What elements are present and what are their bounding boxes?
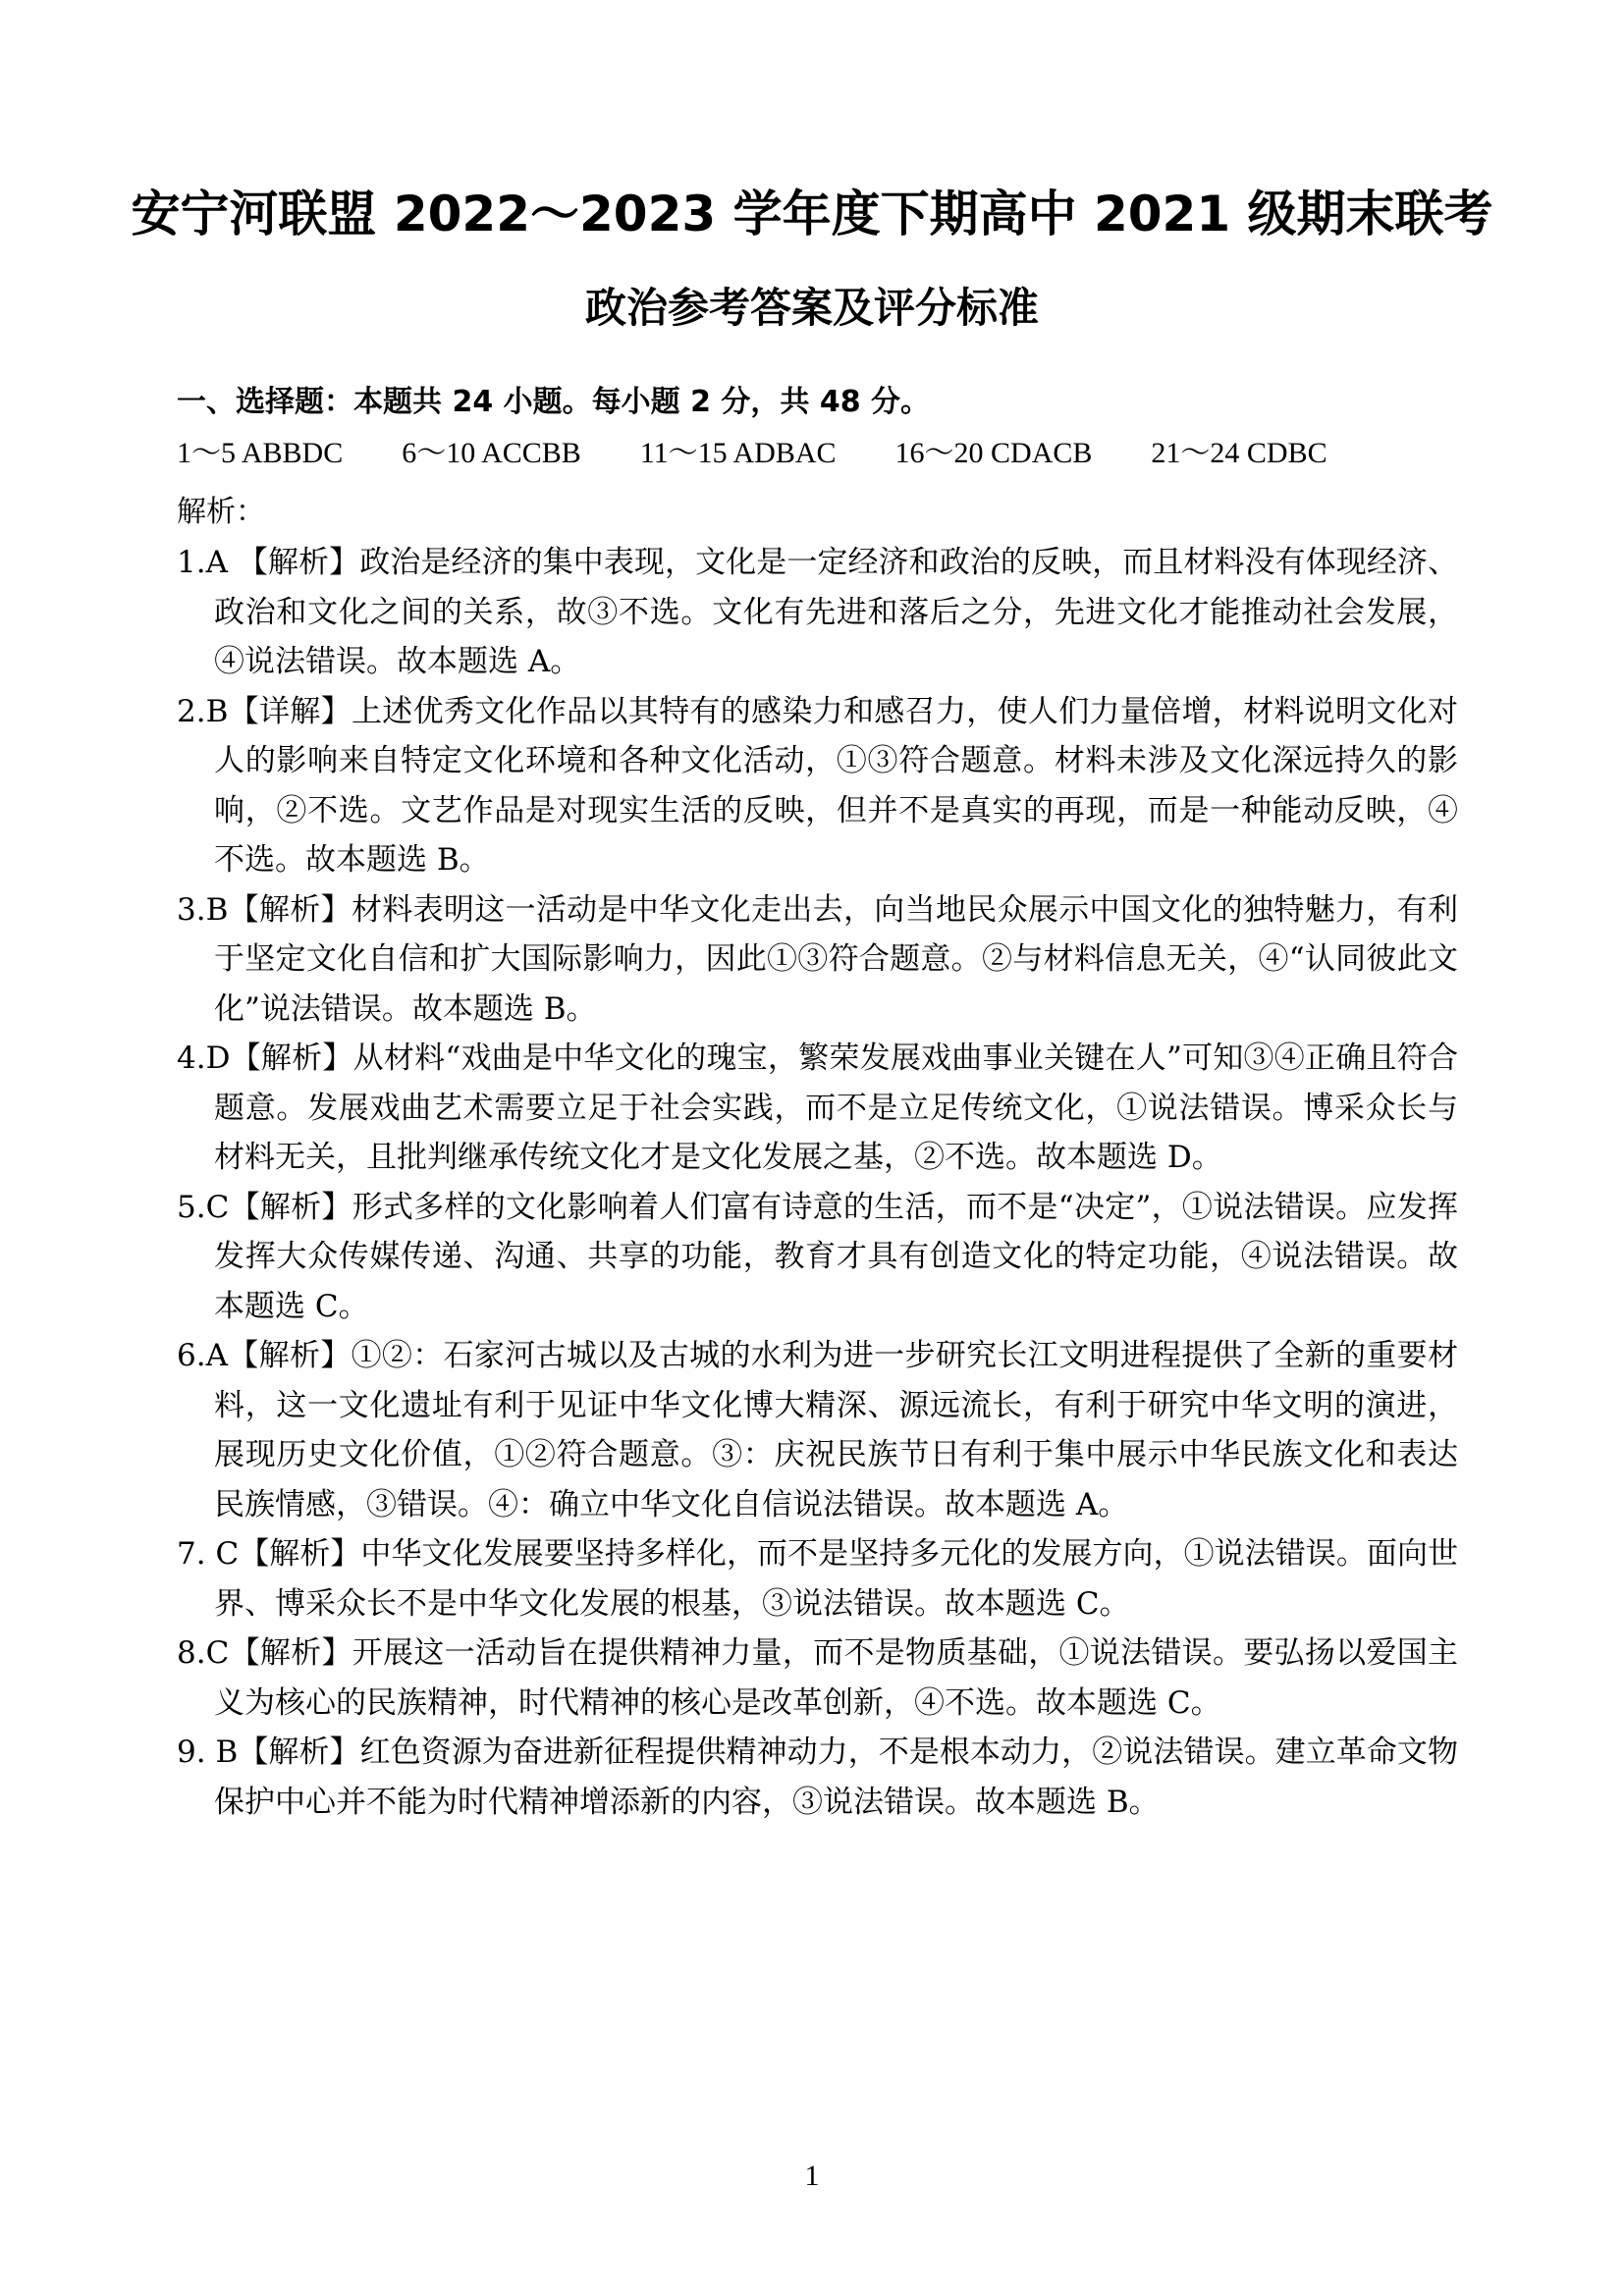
answer-group: 11～15 ADBAC xyxy=(639,437,837,469)
page-title: 安宁河联盟 2022～2023 学年度下期高中 2021 级期末联考 xyxy=(131,186,1493,242)
analysis-item: 8.C【解析】开展这一活动旨在提供精神力量，而不是物质基础，①说法错误。要弘扬以爱国主义为核心的民族精神，时代精神的核心是改革创新，④不选。故本题选 C。 xyxy=(177,1635,1458,1721)
page-number: 1 xyxy=(804,2160,820,2192)
analysis-item: 6.A【解析】①②：石家河古城以及古城的水利为进一步研究长江文明进程提供了全新的重要材料，这一文化遗址有利于见证中华文化博大精深、源远流长，有利于研究中华文明的演进，展现历史文化价值，①②符合题意。③：庆祝民族节日有利于集中展示中华民族文化和表达民族情感，③错误。④：确立中华文化自信说法错误。故本题选 A。 xyxy=(177,1338,1458,1522)
page-subtitle: 政治参考答案及评分标准 xyxy=(584,284,1039,332)
answer-group: 1～5 ABBDC xyxy=(177,437,344,469)
answer-key-row xyxy=(177,432,1473,475)
analysis-item: 3.B【解析】材料表明这一活动是中华文化走出去，向当地民众展示中国文化的独特魅力，有利于坚定文化自信和扩大国际影响力，因此①③符合题意。②与材料信息无关，④“认同彼此文化”说法错误。故本题选 B。 xyxy=(177,891,1458,1027)
analysis-item: 9. B【解析】红色资源为奋进新征程提供精神动力，不是根本动力，②说法错误。建立革命文物保护中心并不能为时代精神增添新的内容，③说法错误。故本题选 B。 xyxy=(177,1735,1458,1820)
analysis-item: 1.A 【解析】政治是经济的集中表现，文化是一定经济和政治的反映，而且材料没有体现经济、政治和文化之间的关系，故③不选。文化有先进和落后之分，先进文化才能推动社会发展，④说法错误。故本题选 A。 xyxy=(177,545,1458,679)
analysis-item: 2.B【详解】上述优秀文化作品以其特有的感染力和感召力，使人们力量倍增，材料说明文化对人的影响来自特定文化环境和各种文化活动，①③符合题意。材料未涉及文化深远持久的影响，②不选。文艺作品是对现实生活的反映，但并不是真实的再现，而是一种能动反映，④不选。故本题选 B。 xyxy=(177,693,1458,878)
answer-group: 16～20 CDACB xyxy=(894,437,1093,469)
analysis-label: 解析： xyxy=(177,495,265,529)
analysis-item: 4.D【解析】从材料“戏曲是中华文化的瑰宝，繁荣发展戏曲事业关键在人”可知③④正确且符合题意。发展戏曲艺术需要立足于社会实践，而不是立足传统文化，①说法错误。博采众长与材料无关，且批判继承传统文化才是文化发展之基，②不选。故本题选 D。 xyxy=(177,1041,1458,1175)
analysis-item: 5.C【解析】形式多样的文化影响着人们富有诗意的生活，而不是“决定”，①说法错误。应发挥发挥大众传媒传递、沟通、共享的功能，教育才具有创造文化的特定功能，④说法错误。故本题选 C。 xyxy=(177,1189,1458,1324)
analysis-item: 7. C【解析】中华文化发展要坚持多样化，而不是坚持多元化的发展方向，①说法错误。面向世界、博采众长不是中华文化发展的根基，③说法错误。故本题选 C。 xyxy=(177,1536,1458,1622)
section-heading: 一、选择题：本题共 24 小题。每小题 2 分，共 48 分。 xyxy=(177,385,931,419)
answer-group: 21～24 CDBC xyxy=(1151,437,1327,469)
answer-group: 6～10 ACCBB xyxy=(402,437,581,469)
analysis-list xyxy=(177,538,1458,1827)
